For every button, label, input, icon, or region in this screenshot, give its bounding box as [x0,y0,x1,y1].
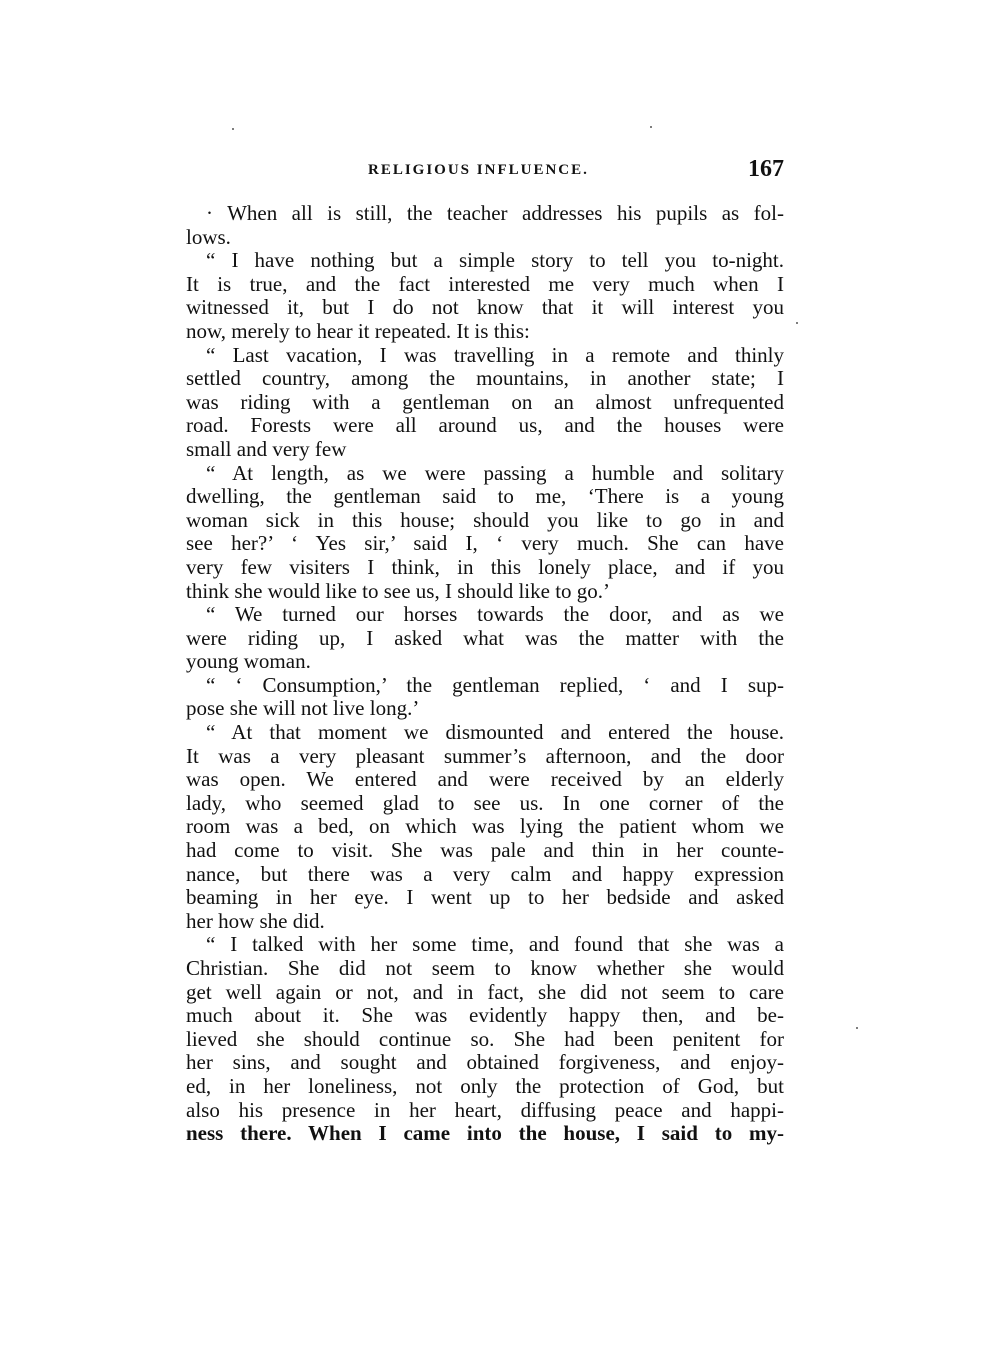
text-line: her sins, and sought and obtained forgiveness, and enjoy- [186,1050,784,1075]
print-speck [856,1027,858,1029]
text-line: It was a very pleasant summer’s afternoon, and the door [186,743,784,768]
print-speck [650,126,652,128]
text-line: “ I talked with her some time, and found that she was a [206,932,784,957]
running-title: RELIGIOUS INFLUENCE. [368,162,589,178]
text-line: “ At length, as we were passing a humble and solitary [206,460,784,485]
text-line: was riding with a gentleman on an almost unfrequented [186,389,784,414]
text-line: beaming in her eye. I went up to her bedside and asked [186,885,784,910]
text-line: settled country, among the mountains, in another state; I [186,366,784,391]
text-line: witnessed it, but I do not know that it will interest you [186,295,784,320]
text-line: “ I have nothing but a simple story to tell you to-night. [206,248,784,273]
text-line: ed, in her loneliness, not only the protection of God, but [186,1073,784,1098]
text-line: think she would like to see us, I should like to go.’ [186,578,611,603]
text-line: ness there. When I came into the house, I said to my- [186,1121,784,1146]
text-line: were riding up, I asked what was the matter with the [186,625,784,650]
text-line: see her?’ ‘ Yes sir,’ said I, ‘ very much. She can have [186,531,784,556]
text-line: · When all is still, the teacher addresses his pupils as fol- [206,201,784,225]
text-line: small and very few [186,436,347,461]
text-line: lieved she should continue so. She had been penitent for [186,1026,784,1051]
text-line: now, merely to hear it repeated. It is this: [186,318,530,343]
text-line: road. Forests were all around us, and the houses were [186,413,784,438]
text-line: woman sick in this house; should you like to go in and [186,507,784,532]
text-line: her how she did. [186,908,325,933]
text-line: “ At that moment we dismounted and entered the house. [206,720,784,745]
text-line: “ ‘ Consumption,’ the gentleman replied, ‘ and I sup- [206,672,784,697]
text-line: “ We turned our horses towards the door, and as we [206,602,784,627]
text-line: young woman. [186,649,311,674]
text-line: nance, but there was a very calm and happy expression [186,861,784,886]
running-head [186,156,786,188]
text-line: lady, who seemed glad to see us. In one corner of the [186,790,784,815]
body-text [186,202,784,1146]
text-line: “ Last vacation, I was travelling in a remote and thinly [206,342,784,367]
text-line: also his presence in her heart, diffusing peace and happi- [186,1097,784,1122]
text-line: Christian. She did not seem to know whether she would [186,956,784,980]
text-line: lows. [186,224,231,249]
text-line: It is true, and the fact interested me very much when I [186,271,784,296]
text-line: pose she will not live long.’ [186,696,420,721]
text-line: get well again or not, and in fact, she did not seem to care [186,979,784,1004]
print-speck [796,322,798,324]
text-line: dwelling, the gentleman said to me, ‘There is a young [186,484,784,509]
text-line: room was a bed, on which was lying the patient whom we [186,814,784,839]
print-speck [232,128,234,130]
text-line: very few visiters I think, in this lonely place, and if you [186,554,784,579]
page-number: 167 [748,156,784,182]
text-line: much about it. She was evidently happy then, and be- [186,1003,784,1028]
text-line: had come to visit. She was pale and thin in her counte- [186,838,784,863]
text-line: was open. We entered and were received by an elderly [186,767,784,792]
